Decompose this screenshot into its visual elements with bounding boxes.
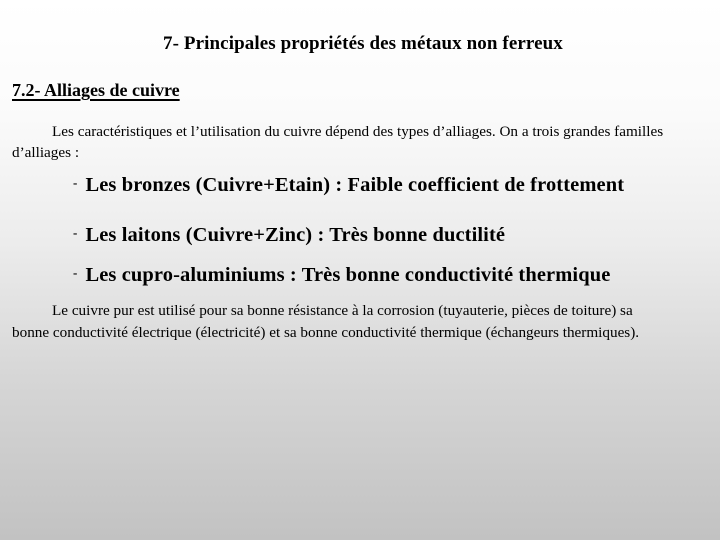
- bullet-marker: -: [73, 175, 78, 190]
- slide-title: 7- Principales propriétés des métaux non ferreux: [163, 33, 563, 54]
- bullet-marker: -: [73, 265, 78, 280]
- bullet-text: Les laitons (Cuivre+Zinc) : Très bonne ductilité: [85, 224, 506, 246]
- bullet-bronzes: [73, 174, 624, 197]
- intro-text: Les caractéristiques et l’utilisation du cuivre dépend des types d’alliages. On a trois grandes familles d’alliages :: [12, 123, 664, 161]
- bullet-laitons: [73, 224, 505, 247]
- conclusion-paragraph: [12, 300, 672, 343]
- bullet-text: Les bronzes (Cuivre+Etain) : Faible coefficient de frottement: [85, 174, 625, 196]
- bullet-marker: -: [73, 225, 78, 240]
- section-subtitle: 7.2- Alliages de cuivre: [12, 80, 180, 100]
- intro-paragraph: [12, 121, 716, 163]
- conclusion-text: Le cuivre pur est utilisé pour sa bonne résistance à la corrosion (tuyauterie, pièces de toiture) sa bonne conductivité électrique (électricité) et sa bonne conductivité thermique (échangeurs thermiques).: [12, 302, 640, 341]
- bullet-cupro-aluminiums: [73, 264, 610, 287]
- bullet-text: Les cupro-aluminiums : Très bonne conductivité thermique: [85, 264, 611, 286]
